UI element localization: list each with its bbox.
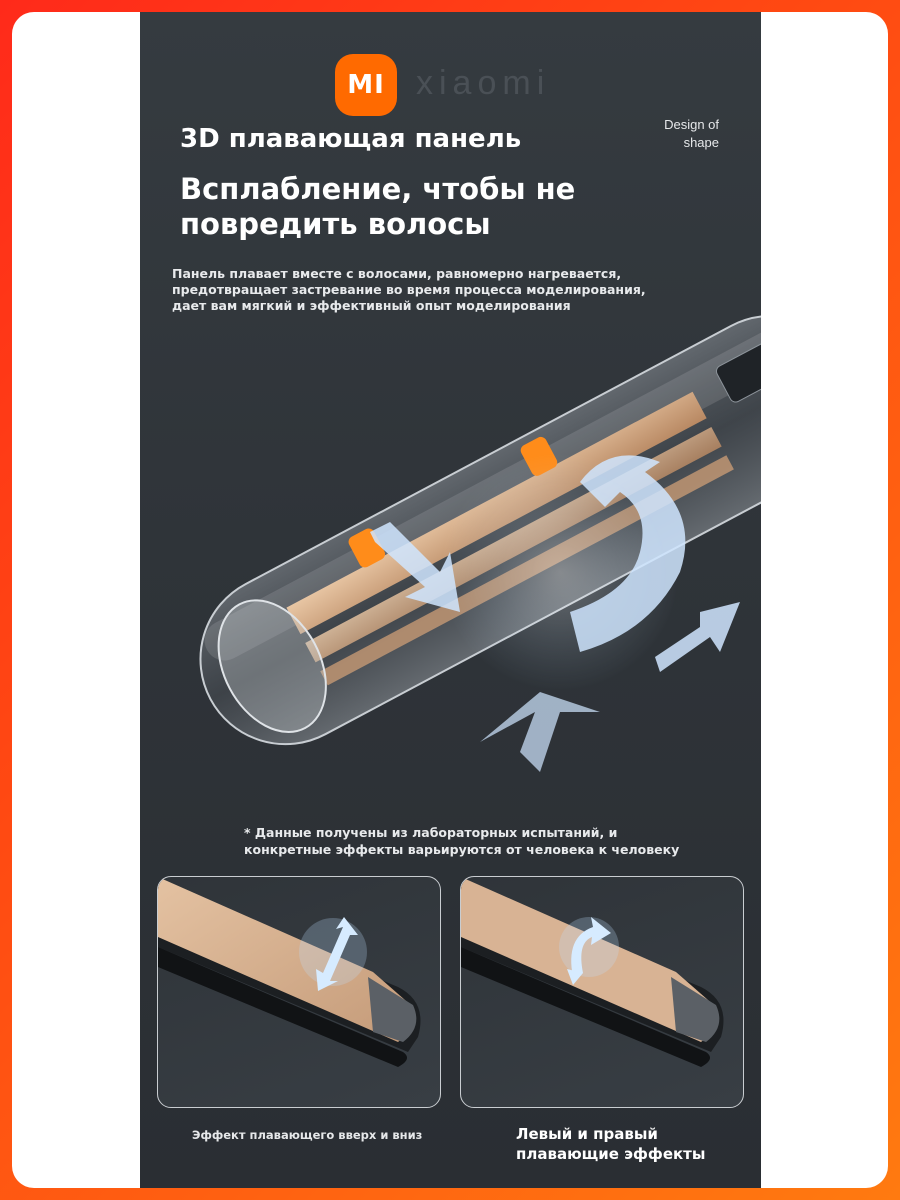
card2-caption-line2: плавающие эффекты	[516, 1145, 706, 1163]
feature-card-left-right	[460, 876, 744, 1108]
card2-caption-line1: Левый и правый	[516, 1125, 658, 1143]
description-line2: предотвращает застревание во время процесса моделирования,	[172, 282, 646, 297]
description-line1: Панель плавает вместе с волосами, равномерно нагревается,	[172, 266, 622, 281]
product-panel	[140, 12, 761, 1188]
logo-mark: MI	[347, 70, 385, 100]
feature-card-up-down	[157, 876, 441, 1108]
note-line1: * Данные получены из лабораторных испытаний, и	[244, 825, 618, 840]
note-line2: конкретные эффекты варьируются от человека к человеку	[244, 842, 680, 857]
plate-illustration	[461, 877, 743, 1107]
design-tag	[629, 116, 719, 152]
card1-caption: Эффект плавающего вверх и вниз	[192, 1128, 423, 1142]
design-tag-line2: shape	[683, 135, 719, 150]
plate-illustration	[158, 877, 440, 1107]
xiaomi-logo	[335, 54, 397, 116]
design-tag-line1: Design of	[664, 117, 719, 132]
card2-caption	[516, 1124, 716, 1164]
page-title: 3D плавающая панель	[180, 124, 522, 154]
lab-note	[244, 824, 724, 858]
description	[172, 266, 646, 314]
page-subtitle: Всплабление, чтобы не повредить волосы	[180, 172, 576, 241]
description-line3: дает вам мягкий и эффективный опыт моделирования	[172, 298, 571, 313]
brand-wordmark: xiaomi	[416, 64, 551, 102]
